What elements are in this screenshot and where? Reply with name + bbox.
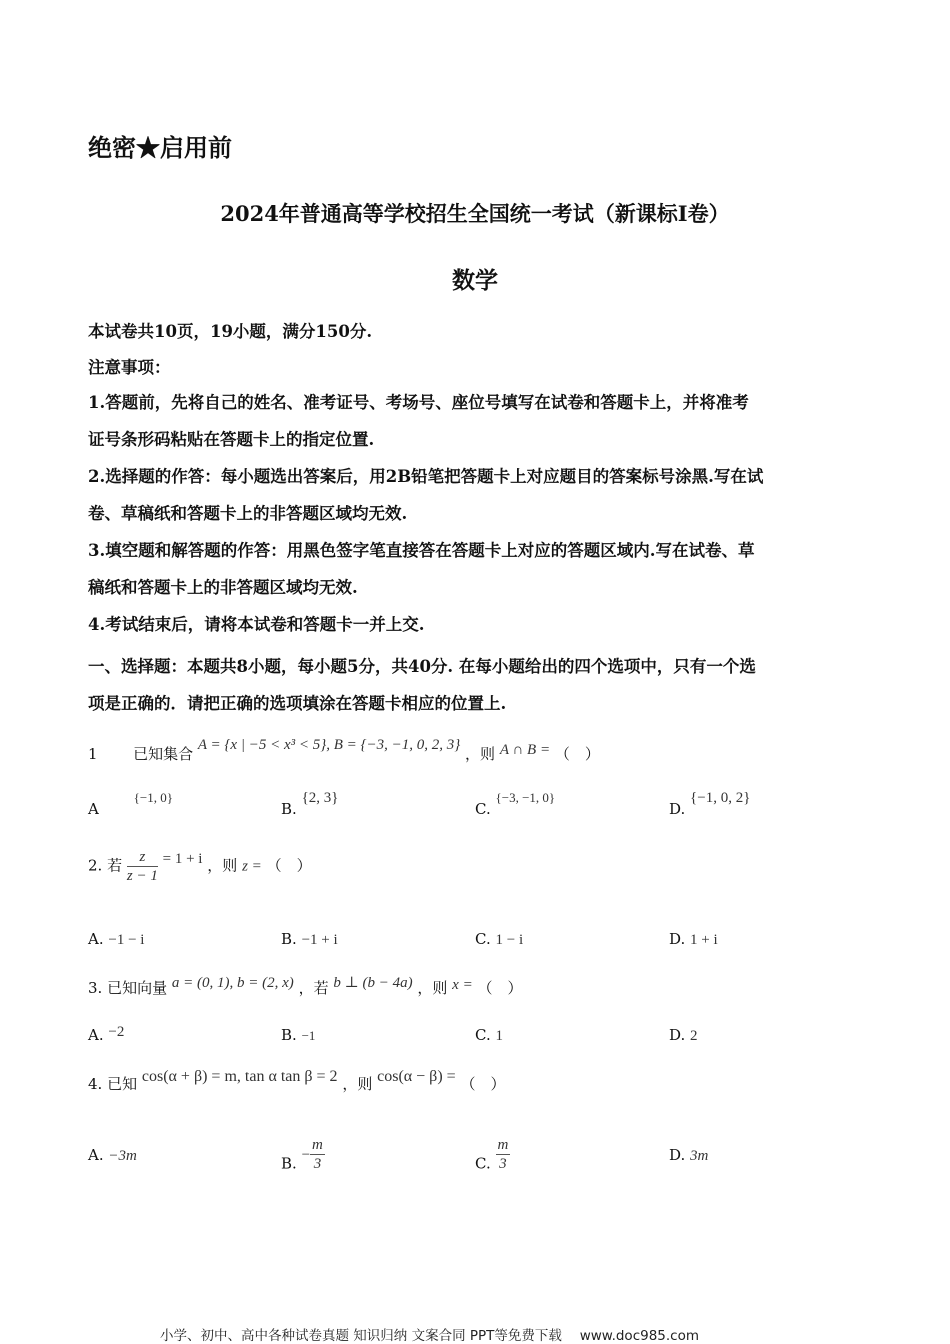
question-1 xyxy=(88,737,600,764)
question-number: 4. xyxy=(88,1075,103,1093)
option-a: A. −1 − i xyxy=(88,930,145,948)
notice-item-3-line-1: 3.填空题和解答题的作答：用黑色签字笔直接答在答题卡上对应的答题区域内.写在试卷、草 xyxy=(88,541,755,560)
question-stem-mid: ，若 xyxy=(298,979,329,997)
option-b: B. −1 + i xyxy=(281,930,338,948)
page-footer: 小学、初中、高中各种试卷真题 知识归纳 文案合同 PPT等免费下载 www.doc985.com xyxy=(160,1328,700,1344)
option-d: D. 2 xyxy=(669,1026,698,1044)
question-number: 2. xyxy=(88,856,103,875)
question-math: A = {x | −5 < x³ < 5}, B = {−3, −1, 0, 2, 3} xyxy=(197,737,461,753)
confidential-label: 绝密★启用前 xyxy=(88,133,232,162)
option-fraction: $\frac{m}{3}$ xyxy=(497,1137,509,1172)
question-number: 1 xyxy=(88,745,98,763)
question-math: A ∩ B = xyxy=(499,742,551,758)
notice-item-2-line-1: 2.选择题的作答：每小题选出答案后，用2B铅笔把答题卡上对应题目的答案标号涂黑.写在试 xyxy=(88,467,764,486)
question-number: 3. xyxy=(88,979,103,997)
question-math: b ⊥ (b − 4a) xyxy=(333,975,413,991)
notice-item-1-line-2: 证号条形码粘贴在答题卡上的指定位置. xyxy=(88,430,375,449)
notice-item-1-line-1: 1.答题前，先将自己的姓名、准考证号、考场号、座位号填写在试卷和答题卡上，并将准考 xyxy=(88,393,749,412)
option-d: D. 3m xyxy=(669,1146,709,1164)
question-stem-prefix: 已知集合 xyxy=(133,745,194,763)
question-4 xyxy=(88,1068,506,1094)
option-b: B. −1 xyxy=(281,1026,316,1044)
question-stem-prefix: 已知 xyxy=(107,1075,138,1093)
question-paren: （ ） xyxy=(477,979,523,997)
option-d: D. 1 + i xyxy=(669,930,718,948)
exam-subject: 数学 xyxy=(452,267,498,294)
question-stem-mid: ，则 xyxy=(465,745,496,763)
notice-heading: 注意事项： xyxy=(88,358,171,377)
option-a: A. −2 xyxy=(88,1024,125,1044)
question-paren: （ ） xyxy=(554,745,600,763)
option-c: C. 1 − i xyxy=(475,930,524,948)
option-a: A {−1, 0} xyxy=(88,790,173,818)
option-a: A. −3m xyxy=(88,1146,137,1164)
question-stem-mid: ，则 xyxy=(417,979,448,997)
question-stem-mid: ，则 xyxy=(207,856,238,875)
option-b: B. − $\frac{m}{3}$ xyxy=(281,1137,323,1173)
question-math: a = (0, 1), b = (2, x) xyxy=(171,975,294,991)
question-stem-prefix: 已知向量 xyxy=(107,979,168,997)
exam-title: 2024年普通高等学校招生全国统一考试（新课标I卷） xyxy=(220,201,730,226)
question-math: cos(α − β) = xyxy=(377,1068,456,1085)
notice-item-2-line-2: 卷、草稿纸和答题卡上的非答题区域均无效. xyxy=(88,504,408,523)
exam-intro: 本试卷共10页，19小题，满分150分. xyxy=(88,322,373,341)
question-math: x = xyxy=(452,977,473,993)
question-2 xyxy=(88,848,312,885)
question-math: z = xyxy=(242,858,262,875)
option-b: B. {2, 3} xyxy=(281,790,339,818)
option-c: C. $\frac{m}{3}$ xyxy=(475,1137,509,1173)
notice-item-3-line-2: 稿纸和答题卡上的非答题区域均无效. xyxy=(88,578,358,597)
section-heading-line-1: 一、选择题：本题共8小题，每小题5分，共40分. 在每小题给出的四个选项中，只有一个选 xyxy=(88,657,756,676)
question-stem-mid: ，则 xyxy=(342,1075,373,1093)
question-stem-prefix: 若 xyxy=(107,856,123,875)
notice-item-4: 4.考试结束后，请将本试卷和答题卡一并上交. xyxy=(88,615,425,634)
question-fraction: $\frac{z}{z - 1}$ xyxy=(126,849,158,884)
question-paren: （ ） xyxy=(266,856,312,875)
section-heading-line-2: 项是正确的．请把正确的选项填涂在答题卡相应的位置上. xyxy=(88,694,507,713)
question-paren: （ ） xyxy=(460,1075,506,1093)
question-math: = 1 + i xyxy=(162,850,203,867)
option-d: D. {−1, 0, 2} xyxy=(669,790,751,818)
option-c: C. 1 xyxy=(475,1026,503,1044)
question-math: cos(α + β) = m, tan α tan β = 2 xyxy=(141,1068,338,1085)
question-3 xyxy=(88,977,522,998)
option-c: C. {−3, −1, 0} xyxy=(475,790,556,818)
option-fraction: $\frac{m}{3}$ xyxy=(312,1137,323,1172)
